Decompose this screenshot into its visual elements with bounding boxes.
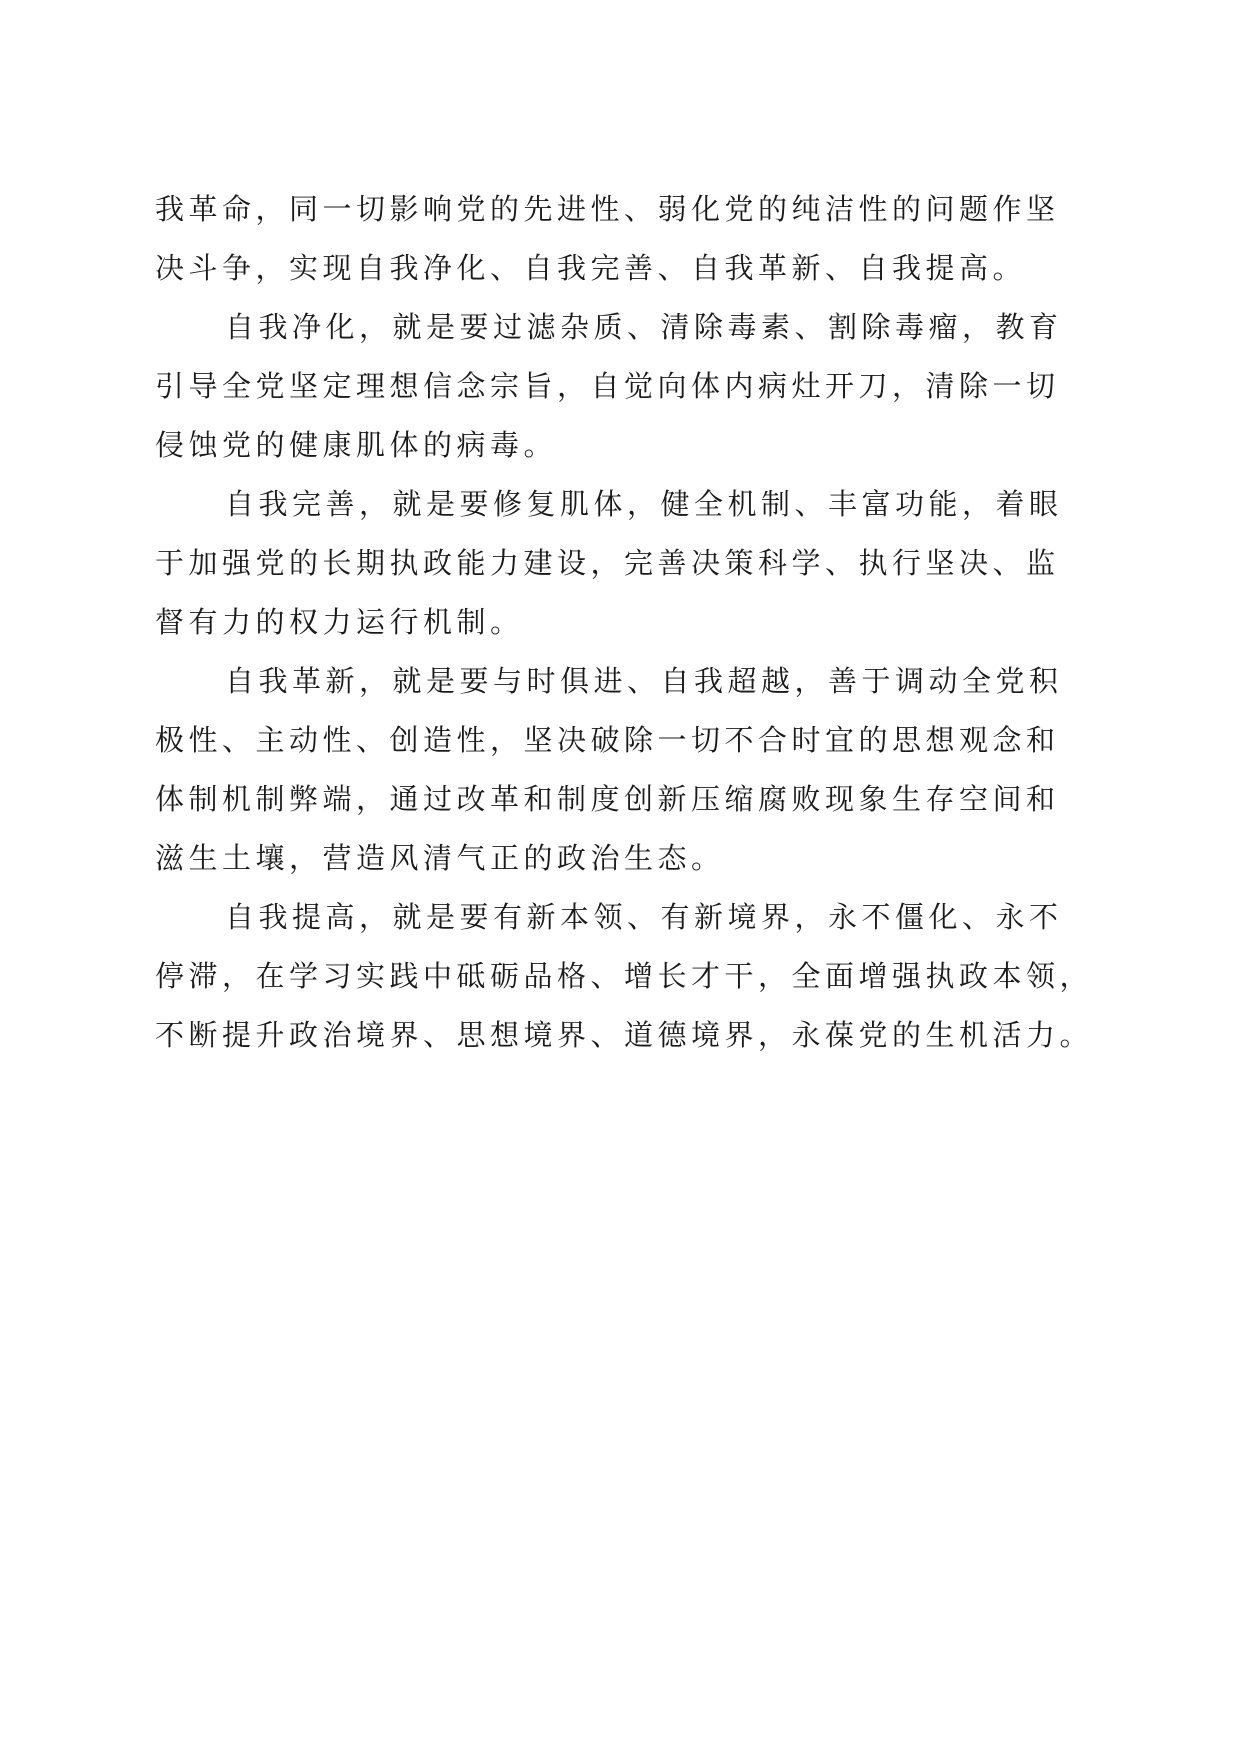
text-line: 引导全党坚定理想信念宗旨，自觉向体内病灶开刀，清除一切: [155, 369, 1060, 403]
paragraph-self-purification: [155, 298, 1070, 475]
text-line: 自我净化，就是要过滤杂质、清除毒素、割除毒瘤，教育: [225, 310, 1063, 344]
text-line: 不断提升政治境界、思想境界、道德境界，永葆党的生机活力。: [155, 1018, 1094, 1052]
text-line: 决斗争，实现自我净化、自我完善、自我革新、自我提高。: [155, 251, 1027, 285]
paragraph-self-renewal: [155, 652, 1070, 888]
text-line: 自我提高，就是要有新本领、有新境界，永不僵化、永不: [225, 900, 1063, 934]
text-line: 督有力的权力运行机制。: [155, 605, 524, 639]
text-line: 自我完善，就是要修复肌体，健全机制、丰富功能，着眼: [225, 487, 1063, 521]
paragraph-self-enhancement: [155, 888, 1094, 1065]
paragraph-continuation: [155, 180, 1070, 298]
paragraph-self-improvement: [155, 475, 1070, 652]
text-line: 极性、主动性、创造性，坚决破除一切不合时宜的思想观念和: [155, 723, 1060, 757]
text-line: 于加强党的长期执政能力建设，完善决策科学、执行坚决、监: [155, 546, 1060, 580]
text-line: 自我革新，就是要与时俱进、自我超越，善于调动全党积: [225, 664, 1063, 698]
text-line: 停滞，在学习实践中砥砺品格、增长才干，全面增强执政本领，: [155, 959, 1094, 993]
text-line: 滋生土壤，营造风清气正的政治生态。: [155, 841, 725, 875]
text-line: 体制机制弊端，通过改革和制度创新压缩腐败现象生存空间和: [155, 782, 1060, 816]
text-line: 侵蚀党的健康肌体的病毒。: [155, 428, 558, 462]
body-text: [155, 180, 1094, 1065]
text-line: 我革命，同一切影响党的先进性、弱化党的纯洁性的问题作坚: [155, 192, 1060, 226]
